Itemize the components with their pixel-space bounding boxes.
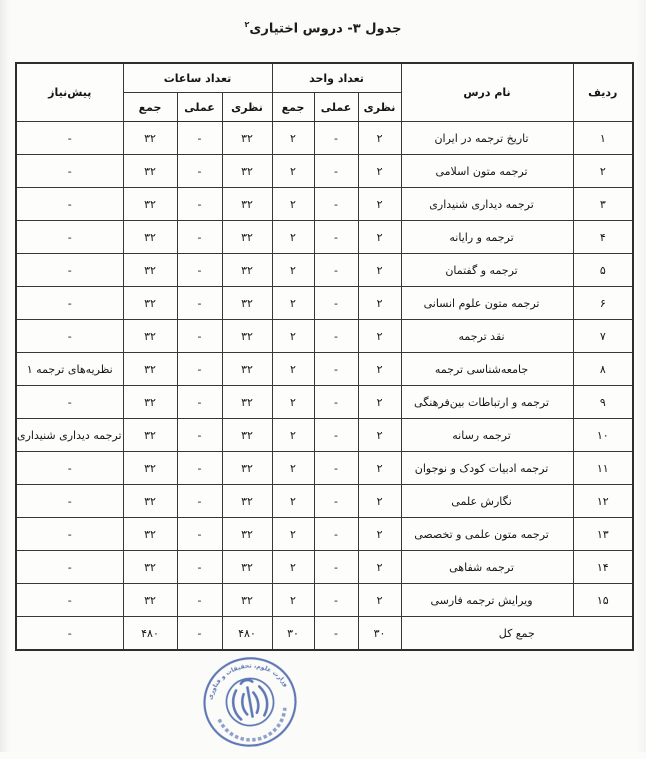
unit-theory-cell: ۲ xyxy=(358,518,401,551)
unit-practical-cell: - xyxy=(314,188,358,221)
table-row xyxy=(16,122,633,155)
unit-sum-cell: ۲ xyxy=(272,551,314,584)
hour-sum-cell: ۳۲ xyxy=(123,155,177,188)
course-name-cell: ترجمه متون اسلامی xyxy=(401,155,573,188)
header-hours-practical: عملی xyxy=(177,93,222,122)
hour-practical-cell: - xyxy=(177,287,222,320)
unit-practical-cell: - xyxy=(314,551,358,584)
course-name-cell: ویرایش ترجمه فارسی xyxy=(401,584,573,617)
table-row xyxy=(16,287,633,320)
hour-theory-cell: ۳۲ xyxy=(222,188,272,221)
course-name-cell: ترجمه و ارتباطات بین‌فرهنگی xyxy=(401,386,573,419)
header-hours-sum: جمع xyxy=(123,93,177,122)
header-hours-theory: نظری xyxy=(222,93,272,122)
total-prerequisite-cell: - xyxy=(16,617,123,651)
row-number-cell: ۵ xyxy=(573,254,633,287)
course-name-cell: ترجمه رسانه xyxy=(401,419,573,452)
hour-theory-cell: ۳۲ xyxy=(222,485,272,518)
unit-sum-cell: ۲ xyxy=(272,485,314,518)
table-row xyxy=(16,353,633,386)
unit-practical-cell: - xyxy=(314,254,358,287)
row-number-cell: ۷ xyxy=(573,320,633,353)
hour-practical-cell: - xyxy=(177,386,222,419)
hour-practical-cell: - xyxy=(177,518,222,551)
row-number-cell: ۱ xyxy=(573,122,633,155)
hour-sum-cell: ۳۲ xyxy=(123,122,177,155)
header-radif: ردیف xyxy=(573,63,633,122)
row-number-cell: ۱۳ xyxy=(573,518,633,551)
row-number-cell: ۱۲ xyxy=(573,485,633,518)
header-row-groups xyxy=(16,63,633,93)
table-row xyxy=(16,221,633,254)
unit-sum-cell: ۲ xyxy=(272,122,314,155)
course-name-cell: ترجمه و گفتمان xyxy=(401,254,573,287)
table-row xyxy=(16,551,633,584)
unit-practical-cell: - xyxy=(314,419,358,452)
unit-practical-cell: - xyxy=(314,122,358,155)
row-number-cell: ۱۱ xyxy=(573,452,633,485)
hour-practical-cell: - xyxy=(177,188,222,221)
hour-practical-cell: - xyxy=(177,320,222,353)
hour-sum-cell: ۳۲ xyxy=(123,287,177,320)
course-name-cell: ترجمه شفاهی xyxy=(401,551,573,584)
hour-theory-cell: ۳۲ xyxy=(222,386,272,419)
hour-theory-cell: ۳۲ xyxy=(222,155,272,188)
row-number-cell: ۴ xyxy=(573,221,633,254)
hour-theory-cell: ۳۲ xyxy=(222,320,272,353)
unit-practical-cell: - xyxy=(314,320,358,353)
prerequisite-cell: - xyxy=(16,584,123,617)
unit-sum-cell: ۲ xyxy=(272,287,314,320)
course-name-cell: نگارش علمی xyxy=(401,485,573,518)
hour-theory-cell: ۳۲ xyxy=(222,584,272,617)
grand-total-row xyxy=(16,617,633,651)
hour-practical-cell: - xyxy=(177,221,222,254)
prerequisite-cell: - xyxy=(16,221,123,254)
unit-sum-cell: ۲ xyxy=(272,320,314,353)
unit-theory-cell: ۲ xyxy=(358,485,401,518)
total-label-cell: جمع کل xyxy=(401,617,633,651)
table-row xyxy=(16,452,633,485)
page-title xyxy=(0,20,646,36)
unit-sum-cell: ۲ xyxy=(272,254,314,287)
unit-theory-cell: ۲ xyxy=(358,254,401,287)
hour-practical-cell: - xyxy=(177,485,222,518)
hour-theory-cell: ۳۲ xyxy=(222,287,272,320)
hour-practical-cell: - xyxy=(177,122,222,155)
hour-theory-cell: ۳۲ xyxy=(222,551,272,584)
table-row xyxy=(16,584,633,617)
hour-practical-cell: - xyxy=(177,254,222,287)
course-name-cell: جامعه‌شناسی ترجمه xyxy=(401,353,573,386)
table-row xyxy=(16,155,633,188)
prerequisite-cell: - xyxy=(16,386,123,419)
hour-theory-cell: ۳۲ xyxy=(222,122,272,155)
hour-practical-cell: - xyxy=(177,452,222,485)
unit-practical-cell: - xyxy=(314,584,358,617)
row-number-cell: ۳ xyxy=(573,188,633,221)
table-row xyxy=(16,386,633,419)
row-number-cell: ۱۵ xyxy=(573,584,633,617)
unit-theory-cell: ۲ xyxy=(358,320,401,353)
hour-theory-cell: ۳۲ xyxy=(222,518,272,551)
total-hour-practical-cell: - xyxy=(177,617,222,651)
course-name-cell: ترجمه ادبیات کودک و نوجوان xyxy=(401,452,573,485)
row-number-cell: ۱۰ xyxy=(573,419,633,452)
course-name-cell: تاریخ ترجمه در ایران xyxy=(401,122,573,155)
unit-sum-cell: ۲ xyxy=(272,584,314,617)
unit-sum-cell: ۲ xyxy=(272,452,314,485)
table-row xyxy=(16,254,633,287)
hour-practical-cell: - xyxy=(177,584,222,617)
header-hours-group: تعداد ساعات xyxy=(123,63,272,93)
course-name-cell: نقد ترجمه xyxy=(401,320,573,353)
prerequisite-cell: - xyxy=(16,320,123,353)
prerequisite-cell: - xyxy=(16,122,123,155)
header-prerequisite: پیش‌نیاز xyxy=(16,63,123,122)
total-hour-theory-cell: ۴۸۰ xyxy=(222,617,272,651)
unit-practical-cell: - xyxy=(314,386,358,419)
unit-theory-cell: ۲ xyxy=(358,452,401,485)
total-hour-sum-cell: ۴۸۰ xyxy=(123,617,177,651)
table-row xyxy=(16,518,633,551)
hour-practical-cell: - xyxy=(177,155,222,188)
hour-practical-cell: - xyxy=(177,551,222,584)
unit-theory-cell: ۲ xyxy=(358,287,401,320)
unit-theory-cell: ۲ xyxy=(358,188,401,221)
unit-sum-cell: ۲ xyxy=(272,386,314,419)
unit-theory-cell: ۲ xyxy=(358,551,401,584)
unit-theory-cell: ۲ xyxy=(358,419,401,452)
unit-theory-cell: ۲ xyxy=(358,155,401,188)
prerequisite-cell: - xyxy=(16,188,123,221)
row-number-cell: ۸ xyxy=(573,353,633,386)
course-name-cell: ترجمه متون علوم انسانی xyxy=(401,287,573,320)
unit-practical-cell: - xyxy=(314,287,358,320)
total-unit-sum-cell: ۳۰ xyxy=(272,617,314,651)
hour-sum-cell: ۳۲ xyxy=(123,353,177,386)
prerequisite-cell: - xyxy=(16,155,123,188)
hour-sum-cell: ۳۲ xyxy=(123,320,177,353)
hour-sum-cell: ۳۲ xyxy=(123,551,177,584)
prerequisite-cell: - xyxy=(16,287,123,320)
table-row xyxy=(16,320,633,353)
ministry-stamp xyxy=(193,645,307,759)
row-number-cell: ۶ xyxy=(573,287,633,320)
course-name-cell: ترجمه و رایانه xyxy=(401,221,573,254)
row-number-cell: ۹ xyxy=(573,386,633,419)
hour-practical-cell: - xyxy=(177,353,222,386)
hour-sum-cell: ۳۲ xyxy=(123,584,177,617)
stamp-top-text: وزارت علوم، تحقیقات و فناوری xyxy=(206,662,290,701)
table-row xyxy=(16,485,633,518)
course-name-cell: ترجمه متون علمی و تخصصی xyxy=(401,518,573,551)
unit-sum-cell: ۲ xyxy=(272,518,314,551)
hour-theory-cell: ۳۲ xyxy=(222,452,272,485)
hour-sum-cell: ۳۲ xyxy=(123,518,177,551)
total-unit-theory-cell: ۳۰ xyxy=(358,617,401,651)
unit-sum-cell: ۲ xyxy=(272,155,314,188)
prerequisite-cell: - xyxy=(16,518,123,551)
elective-courses-table xyxy=(15,62,634,651)
hour-theory-cell: ۳۲ xyxy=(222,221,272,254)
hour-sum-cell: ۳۲ xyxy=(123,452,177,485)
unit-practical-cell: - xyxy=(314,221,358,254)
row-number-cell: ۲ xyxy=(573,155,633,188)
total-unit-practical-cell: - xyxy=(314,617,358,651)
unit-theory-cell: ۲ xyxy=(358,221,401,254)
course-name-cell: ترجمه دیداری شنیداری xyxy=(401,188,573,221)
hour-theory-cell: ۳۲ xyxy=(222,419,272,452)
header-units-group: تعداد واحد xyxy=(272,63,401,93)
hour-sum-cell: ۳۲ xyxy=(123,386,177,419)
unit-theory-cell: ۲ xyxy=(358,122,401,155)
unit-sum-cell: ۲ xyxy=(272,188,314,221)
unit-practical-cell: - xyxy=(314,353,358,386)
header-units-sum: جمع xyxy=(272,93,314,122)
unit-sum-cell: ۲ xyxy=(272,221,314,254)
header-units-practical: عملی xyxy=(314,93,358,122)
hour-theory-cell: ۳۲ xyxy=(222,254,272,287)
row-number-cell: ۱۴ xyxy=(573,551,633,584)
prerequisite-cell: - xyxy=(16,551,123,584)
hour-sum-cell: ۳۲ xyxy=(123,221,177,254)
unit-sum-cell: ۲ xyxy=(272,419,314,452)
hour-sum-cell: ۳۲ xyxy=(123,188,177,221)
prerequisite-cell: نظریه‌های ترجمه ۱ xyxy=(16,353,123,386)
header-course-name: نام درس xyxy=(401,63,573,122)
unit-theory-cell: ۲ xyxy=(358,584,401,617)
unit-practical-cell: - xyxy=(314,155,358,188)
unit-theory-cell: ۲ xyxy=(358,386,401,419)
unit-practical-cell: - xyxy=(314,485,358,518)
prerequisite-cell: - xyxy=(16,452,123,485)
prerequisite-cell: - xyxy=(16,485,123,518)
unit-theory-cell: ۲ xyxy=(358,353,401,386)
header-units-theory: نظری xyxy=(358,93,401,122)
prerequisite-cell: - xyxy=(16,254,123,287)
hour-sum-cell: ۳۲ xyxy=(123,254,177,287)
hour-theory-cell: ۳۲ xyxy=(222,353,272,386)
page-title-text: جدول ۳- دروس اختیاری xyxy=(249,21,402,37)
table-row xyxy=(16,188,633,221)
hour-practical-cell: - xyxy=(177,419,222,452)
prerequisite-cell: ترجمه دیداری شنیداری xyxy=(16,419,123,452)
hour-sum-cell: ۳۲ xyxy=(123,419,177,452)
title-footnote-ref: ۲ xyxy=(244,20,250,29)
unit-practical-cell: - xyxy=(314,518,358,551)
unit-sum-cell: ۲ xyxy=(272,353,314,386)
table-row xyxy=(16,419,633,452)
hour-sum-cell: ۳۲ xyxy=(123,485,177,518)
unit-practical-cell: - xyxy=(314,452,358,485)
